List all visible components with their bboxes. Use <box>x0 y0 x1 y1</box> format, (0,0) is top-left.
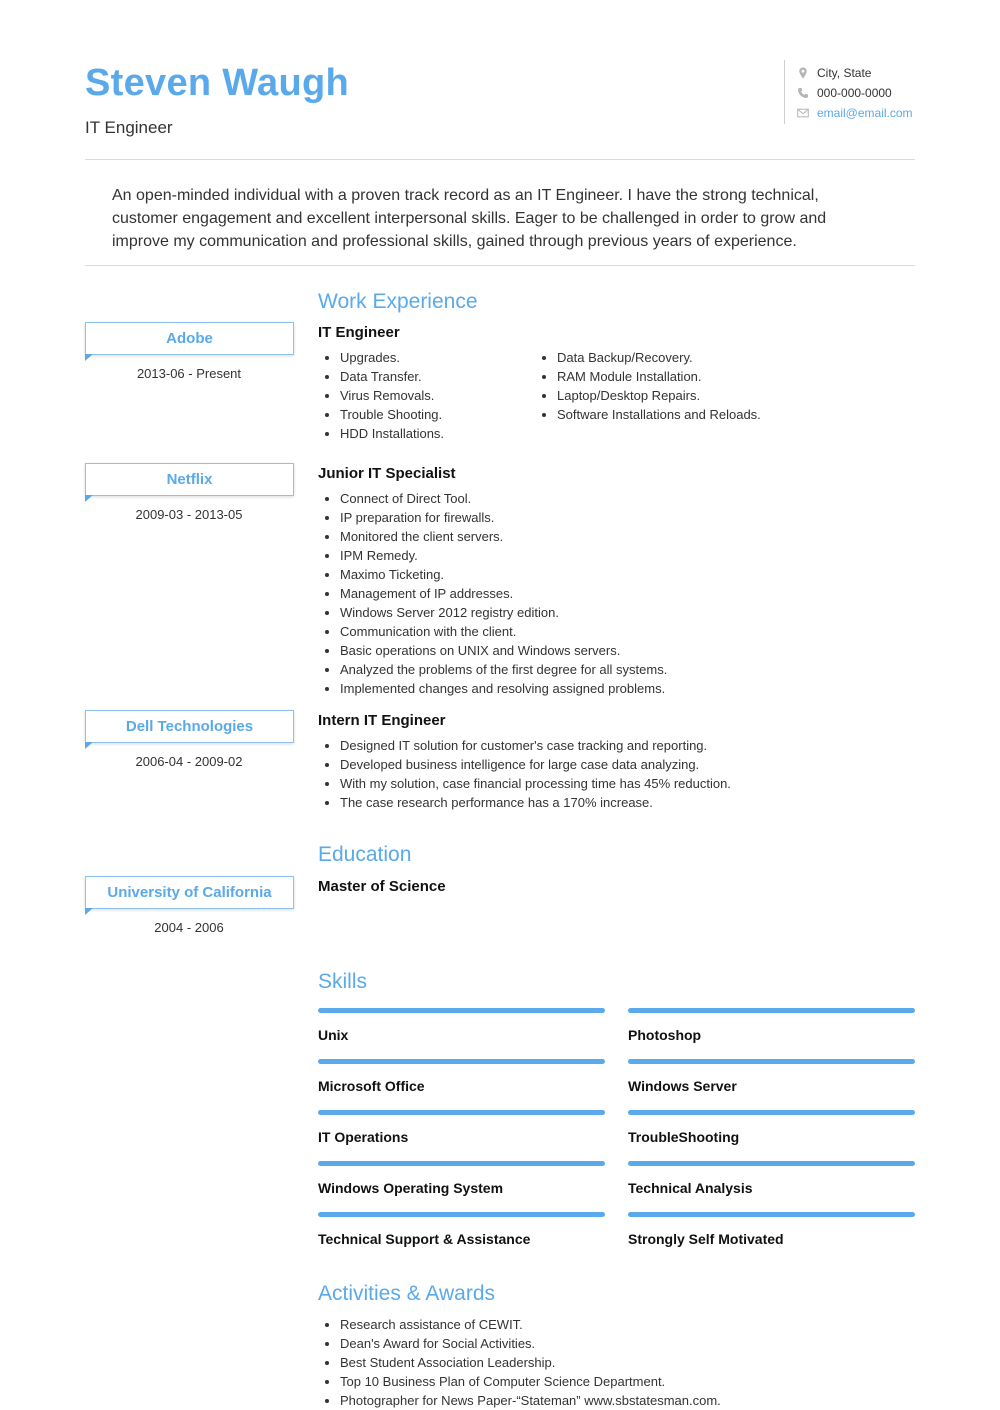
skill-item <box>628 1110 915 1145</box>
activities-list <box>318 1315 721 1410</box>
list-item: • Management of IP addresses. <box>340 584 667 603</box>
job-duties-right <box>535 348 761 424</box>
professional-summary: An open-minded individual with a proven track record as an IT Engineer. I have the strong technical, customer engagement and excellent interpersonal skills. Eager to be challenged in order to grow and improve my communication and professional skills, gained through previous years of experience. <box>112 187 827 250</box>
skill-item <box>628 1059 915 1094</box>
list-item: • Laptop/Desktop Repairs. <box>557 386 761 405</box>
candidate-title: IT Engineer <box>85 118 173 137</box>
list-item: • Designed IT solution for customer's case tracking and reporting. <box>340 736 731 755</box>
list-item: • IP preparation for firewalls. <box>340 508 667 527</box>
job-duties <box>318 489 667 698</box>
skill-label: Technical Support & Assistance <box>318 1231 531 1247</box>
contact-email[interactable] <box>797 106 913 120</box>
list-item: • Developed business intelligence for large case data analyzing. <box>340 755 731 774</box>
skill-bar <box>318 1212 605 1217</box>
skill-label: IT Operations <box>318 1129 409 1145</box>
list-item: • Best Student Association Leadership. <box>340 1353 721 1372</box>
list-item: • Data Transfer. <box>340 367 444 386</box>
skill-item <box>628 1212 915 1247</box>
skill-item <box>318 1161 605 1196</box>
skill-item <box>318 1110 605 1145</box>
skill-item <box>628 1008 915 1043</box>
phone-text: 000-000-0000 <box>817 86 892 100</box>
skill-label: Technical Analysis <box>628 1180 753 1196</box>
skill-label: Windows Operating System <box>318 1180 504 1196</box>
list-item: • Virus Removals. <box>340 386 444 405</box>
job-duties <box>318 736 731 812</box>
skill-label: Microsoft Office <box>318 1078 425 1094</box>
skill-item <box>628 1161 915 1196</box>
list-item: • Monitored the client servers. <box>340 527 667 546</box>
company-box <box>85 322 294 355</box>
skill-bar <box>318 1161 605 1166</box>
skill-bar <box>318 1059 605 1064</box>
skill-bar <box>318 1008 605 1013</box>
divider <box>85 159 915 160</box>
list-item: • Research assistance of CEWIT. <box>340 1315 721 1334</box>
divider <box>85 265 915 266</box>
contact-location <box>797 66 871 80</box>
skill-label: Unix <box>318 1027 349 1043</box>
company-box <box>85 710 294 743</box>
list-item: • Implemented changes and resolving assigned problems. <box>340 679 667 698</box>
location-text: City, State <box>817 66 872 80</box>
skill-bar <box>628 1059 915 1064</box>
list-item: • IPM Remedy. <box>340 546 667 565</box>
list-item: • Software Installations and Reloads. <box>557 405 761 424</box>
job-dates: 2006-04 - 2009-02 <box>135 754 243 769</box>
list-item: • Data Backup/Recovery. <box>557 348 761 367</box>
job-role: Junior IT Specialist <box>318 465 456 482</box>
list-item: • Communication with the client. <box>340 622 667 641</box>
skill-bar <box>628 1008 915 1013</box>
skill-label: TroubleShooting <box>628 1129 740 1145</box>
skill-item <box>318 1059 605 1094</box>
skill-bar <box>628 1212 915 1217</box>
skill-label: Strongly Self Motivated <box>628 1231 784 1247</box>
list-item: • The case research performance has a 170% increase. <box>340 793 731 812</box>
list-item: • Windows Server 2012 registry edition. <box>340 603 667 622</box>
skill-item <box>318 1212 605 1247</box>
ribbon-tab <box>85 354 93 361</box>
contact-block <box>784 60 925 124</box>
skill-label: Windows Server <box>628 1078 737 1094</box>
list-item: • With my solution, case financial processing time has 45% reduction. <box>340 774 731 793</box>
school-name: University of California <box>107 884 272 901</box>
job-duties-left <box>318 348 444 443</box>
candidate-name: Steven Waugh <box>85 62 349 104</box>
contact-phone <box>797 86 892 100</box>
skill-bar <box>628 1161 915 1166</box>
location-pin-icon <box>797 67 809 79</box>
section-title-activities: Activities & Awards <box>318 1282 496 1305</box>
skill-label: Photoshop <box>628 1027 702 1043</box>
ribbon-tab <box>85 908 93 915</box>
section-title-skills: Skills <box>318 970 368 993</box>
school-box <box>85 876 294 909</box>
phone-icon <box>797 87 809 99</box>
company-box <box>85 463 294 496</box>
envelope-icon <box>797 107 809 119</box>
list-item: • HDD Installations. <box>340 424 444 443</box>
job-role: IT Engineer <box>318 324 400 341</box>
education-dates: 2004 - 2006 <box>154 920 224 935</box>
list-item: • Connect of Direct Tool. <box>340 489 667 508</box>
job-role: Intern IT Engineer <box>318 712 446 729</box>
list-item: • Dean's Award for Social Activities. <box>340 1334 721 1353</box>
job-dates: 2009-03 - 2013-05 <box>135 507 243 522</box>
company-name: Adobe <box>166 330 213 347</box>
list-item: • Maximo Ticketing. <box>340 565 667 584</box>
company-name: Dell Technologies <box>125 718 254 735</box>
job-dates: 2013-06 - Present <box>136 366 242 381</box>
list-item: • RAM Module Installation. <box>557 367 761 386</box>
ribbon-tab <box>85 495 93 502</box>
email-link[interactable]: email@email.com <box>817 106 913 120</box>
list-item: • Analyzed the problems of the first degree for all systems. <box>340 660 667 679</box>
skill-bar <box>628 1110 915 1115</box>
section-title-work: Work Experience <box>318 290 478 313</box>
list-item: • Basic operations on UNIX and Windows servers. <box>340 641 667 660</box>
list-item: • Photographer for News Paper-“Stateman” www.sbstatesman.com. <box>340 1391 721 1410</box>
company-name: Netflix <box>166 471 213 488</box>
ribbon-tab <box>85 742 93 749</box>
skill-bar <box>318 1110 605 1115</box>
degree: Master of Science <box>318 878 446 895</box>
list-item: • Upgrades. <box>340 348 444 367</box>
skill-item <box>318 1008 605 1043</box>
list-item: • Top 10 Business Plan of Computer Science Department. <box>340 1372 721 1391</box>
list-item: • Trouble Shooting. <box>340 405 444 424</box>
section-title-education: Education <box>318 843 412 866</box>
